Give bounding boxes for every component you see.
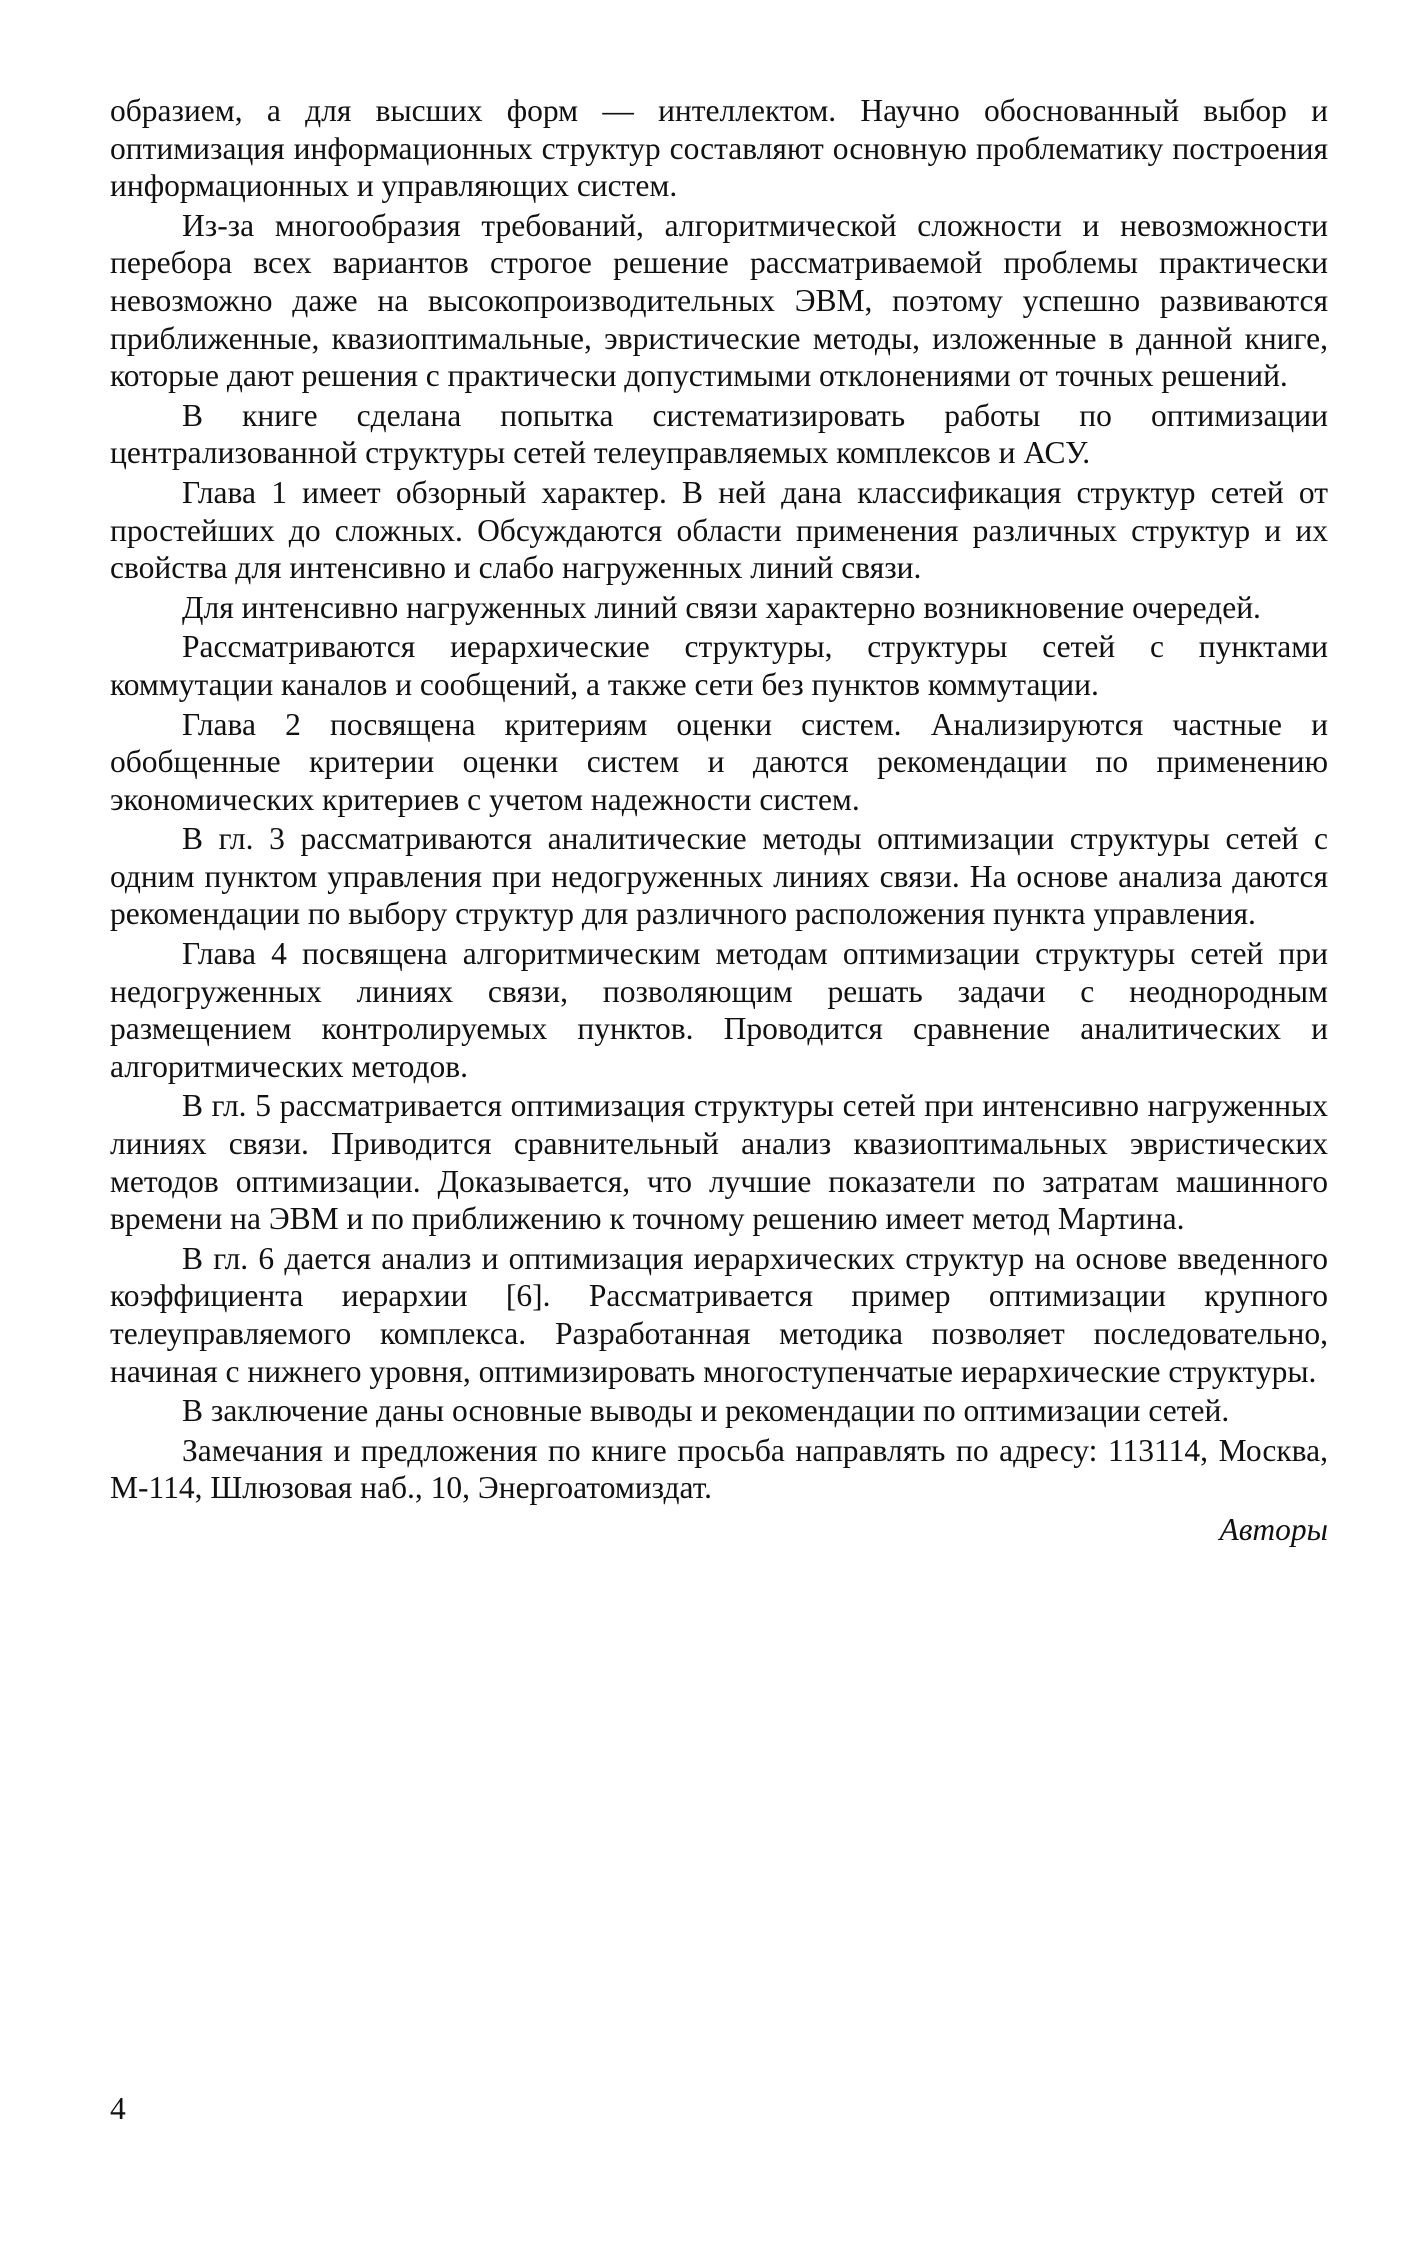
paragraph-heuristic-methods: Из-за многообразия требований, алгоритмической сложности и невозможности перебора всех вариантов строгое решение рассматриваемой проблемы практически невозможно даже на высокопроизводительных ЭВМ, поэтому успешно развиваются приближенные, квазиоптимальные, эвристические методы, изложенные в данной книге, которые дают решения с практически допустимыми отклонениями от точных решений. bbox=[110, 207, 1328, 394]
paragraph-chapter-4: Глава 4 посвящена алгоритмическим методам оптимизации структуры сетей при недогруженных линиях связи, позволяющим решать задачи с неоднородным размещением контролируемых пунктов. Проводится сравнение аналитических и алгоритмических методов. bbox=[110, 936, 1328, 1084]
authors-signature: Авторы bbox=[1219, 1511, 1328, 1547]
paragraph-chapter-5: В гл. 5 рассматривается оптимизация структуры сетей при интенсивно нагруженных линиях связи. Приводится сравнительный анализ квазиоптимальных эвристических методов оптимизации. Доказывается, что лучшие показатели по затратам машинного времени на ЭВМ и по приближению к точному решению имеет метод Мартина. bbox=[110, 1088, 1328, 1237]
paragraph-chapter-3: В гл. 3 рассматриваются аналитические методы оптимизации структуры сетей с одним пунктом управления при недогруженных линиях связи. На основе анализа даются рекомендации по выбору структур для различного расположения пункта управления. bbox=[110, 821, 1328, 932]
paragraph-chapter-6: В гл. 6 дается анализ и оптимизация иерархических структур на основе введенного коэффициента иерархии [6]. Рассматривается пример оптимизации крупного телеуправляемого комплекса. Разработанная методика позволяет последовательно, начиная с нижнего уровня, оптимизировать многоступенчатые иерархические структуры. bbox=[110, 1240, 1328, 1389]
paragraph-hierarchical-structures: Рассматриваются иерархические структуры, структуры сетей с пунктами коммутации каналов и сообщений, а также сети без пунктов коммутации. bbox=[110, 629, 1328, 702]
page-body bbox=[110, 92, 1328, 1549]
paragraph-book-aim: В книге сделана попытка систематизировать работы по оптимизации централизованной структуры сетей телеуправляемых комплексов и АСУ. bbox=[110, 397, 1328, 471]
paragraph-chapter-2: Глава 2 посвящена критериям оценки систем. Анализируются частные и обобщенные критерии оценки систем и даются рекомендации по применению экономических критериев с учетом надежности систем. bbox=[110, 706, 1328, 817]
paragraph-address: Замечания и предложения по книге просьба направлять по адресу: 113114, Москва, М-114, Шлюзовая наб., 10, Энергоатомиздат. bbox=[110, 1432, 1328, 1506]
paragraph-queues: Для интенсивно нагруженных линий связи характерно возникновение очередей. bbox=[182, 589, 1261, 625]
paragraph-continuation: образием, а для высших форм — интеллектом. Научно обоснованный выбор и оптимизация информационных структур составляют основную проблематику построения информационных и управляющих систем. bbox=[110, 93, 1328, 204]
paragraph-chapter-1: Глава 1 имеет обзорный характер. В ней дана классификация структур сетей от простейших до сложных. Обсуждаются области применения различных структур и их свойства для интенсивно и слабо нагруженных линий связи. bbox=[110, 474, 1328, 586]
page-number: 4 bbox=[110, 2091, 126, 2126]
paragraph-conclusion: В заключение даны основные выводы и рекомендации по оптимизации сетей. bbox=[182, 1393, 1230, 1429]
